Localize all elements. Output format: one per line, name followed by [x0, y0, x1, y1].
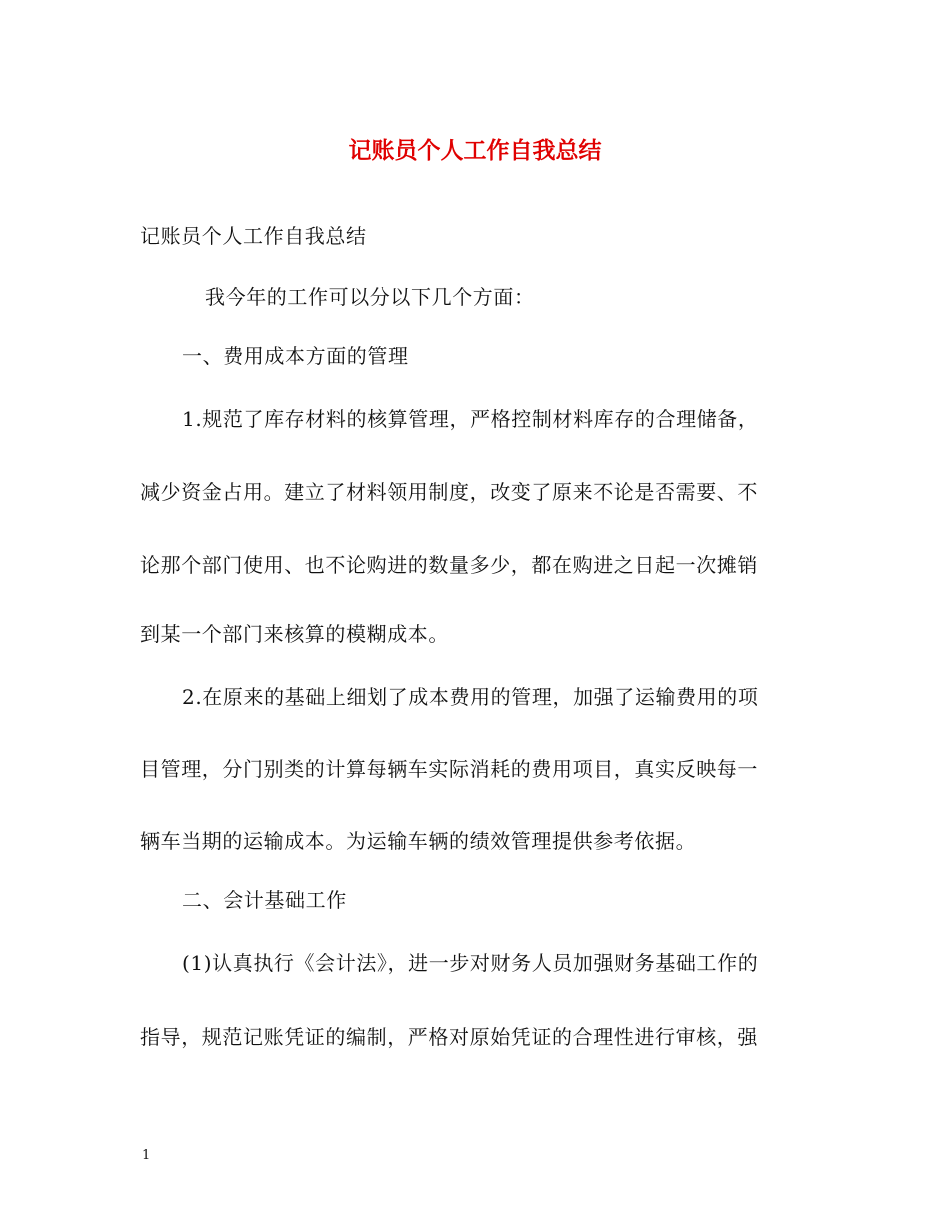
paragraph-line: 目管理，分门别类的计算每辆车实际消耗的费用项目，真实反映每一 [140, 757, 758, 781]
paragraph-line: 1.规范了库存材料的核算管理，严格控制材料库存的合理储备， [182, 407, 759, 431]
document-title: 记账员个人工作自我总结 [348, 137, 602, 164]
paragraph-line: 到某一个部门来核算的模糊成本。 [140, 622, 449, 646]
page-number: 1 [142, 1148, 151, 1163]
paragraph-line: (1)认真执行《会计法》，进一步对财务人员加强财务基础工作的 [182, 951, 759, 975]
paragraph-line: 辆车当期的运输成本。为运输车辆的绩效管理提供参考依据。 [140, 829, 697, 853]
intro-line: 我今年的工作可以分以下几个方面： [205, 285, 535, 309]
paragraph-line: 论那个部门使用、也不论购进的数量多少，都在购进之日起一次摊销 [140, 553, 758, 577]
section-heading-1: 一、费用成本方面的管理 [182, 344, 409, 368]
paragraph-line: 减少资金占用。建立了材料领用制度，改变了原来不论是否需要、不 [140, 480, 758, 504]
paragraph-line: 指导，规范记账凭证的编制，严格对原始凭证的合理性进行审核，强 [140, 1025, 758, 1049]
section-heading-2: 二、会计基础工作 [182, 888, 347, 912]
subtitle-line: 记账员个人工作自我总结 [140, 224, 367, 248]
paragraph-line: 2.在原来的基础上细划了成本费用的管理，加强了运输费用的项 [182, 685, 759, 709]
